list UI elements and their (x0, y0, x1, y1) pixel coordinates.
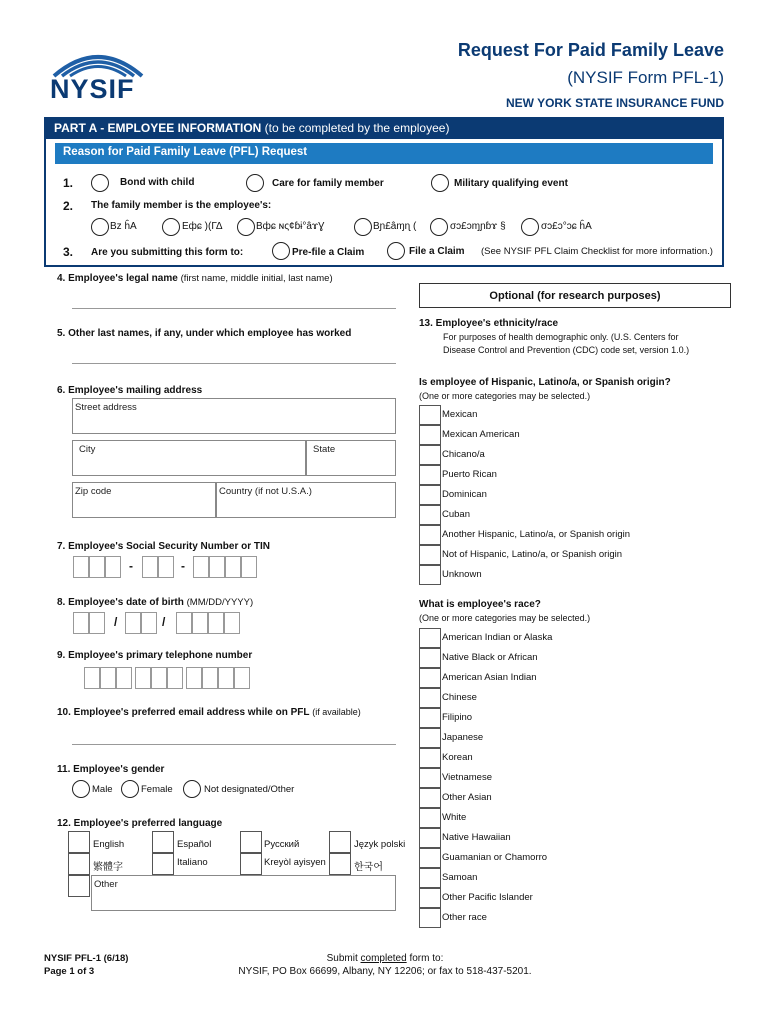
dob-digit[interactable] (208, 612, 224, 634)
race-option-label: Other race (442, 912, 487, 923)
race-option-label: Guamanian or Chamorro (442, 852, 548, 863)
gender-male-label: Male (92, 784, 113, 795)
race-option-checkbox[interactable] (419, 788, 441, 808)
race-option-checkbox[interactable] (419, 748, 441, 768)
dob-digit[interactable] (176, 612, 192, 634)
zip-code-field[interactable] (72, 482, 216, 518)
phone-digit[interactable] (84, 667, 100, 689)
q3-number: 3. (63, 245, 74, 259)
race-option-label: American Indian or Alaska (442, 632, 553, 643)
hispanic-option-checkbox[interactable] (419, 545, 441, 565)
hispanic-question: Is employee of Hispanic, Latino/a, or Spanish origin? (419, 377, 671, 388)
hispanic-option-label: Not of Hispanic, Latino/a, or Spanish origin (442, 549, 623, 560)
footer-submit-line (0, 953, 770, 964)
ssn-dash: - (129, 559, 133, 573)
q2-option-6: σɔ£ɔ°ɔɕ ĥA (541, 221, 592, 232)
q10-label (57, 707, 361, 718)
lang-other-label: Other (94, 879, 118, 890)
zip-code-label: Zip code (75, 486, 112, 497)
race-option-checkbox[interactable] (419, 888, 441, 908)
dob-slash: / (114, 615, 118, 629)
footer-address: NYSIF, PO Box 66699, Albany, NY 12206; or fax to 518-437-5201. (238, 966, 532, 977)
q3-label: Are you submitting this form to: (91, 247, 244, 258)
checkbox-lang-italian[interactable] (152, 853, 174, 875)
hispanic-option-label: Unknown (442, 569, 482, 580)
dob-digit[interactable] (125, 612, 141, 634)
checkbox-lang-polish[interactable] (329, 831, 351, 853)
radio-gender-female[interactable] (121, 780, 139, 798)
submit-text-completed: completed (360, 953, 407, 964)
radio-military-event[interactable] (431, 174, 449, 192)
radio-family-member-5[interactable] (430, 218, 448, 236)
phone-digit[interactable] (151, 667, 167, 689)
dob-slash: / (162, 615, 166, 629)
hispanic-option-checkbox[interactable] (419, 505, 441, 525)
q2-number: 2. (63, 199, 74, 213)
race-option-checkbox[interactable] (419, 848, 441, 868)
q6-label: 6. Employee's mailing address (57, 385, 203, 396)
race-option-checkbox[interactable] (419, 708, 441, 728)
ssn-digit[interactable] (225, 556, 241, 578)
q8-label-note: (MM/DD/YYYY) (186, 597, 254, 608)
race-option-label: Chinese (442, 692, 477, 703)
phone-digit[interactable] (135, 667, 151, 689)
race-option-label: Native Hawaiian (442, 832, 511, 843)
phone-digit[interactable] (234, 667, 250, 689)
checkbox-lang-russian[interactable] (240, 831, 262, 853)
race-option-checkbox[interactable] (419, 648, 441, 668)
q1-option-bond: Bond with child (120, 177, 195, 188)
logo-arcs-icon (48, 44, 148, 78)
optional-label: Optional (for research purposes) (489, 290, 661, 302)
state-label: State (313, 444, 336, 455)
optional-box (419, 283, 731, 308)
part-a-title: PART A - EMPLOYEE INFORMATION (54, 121, 262, 135)
country-field[interactable] (216, 482, 396, 518)
ssn-dash: - (181, 559, 185, 573)
q8-label-bold: 8. Employee's date of birth (57, 597, 184, 608)
legal-name-input[interactable] (72, 308, 396, 309)
lang-italian-label: Italiano (177, 857, 208, 868)
q11-label: 11. Employee's gender (57, 764, 165, 775)
city-label: City (79, 444, 96, 455)
lang-russian-label: Русский (264, 839, 300, 850)
radio-family-member-3[interactable] (237, 218, 255, 236)
hispanic-note: (One or more categories may be selected.) (419, 391, 591, 401)
state-field[interactable] (306, 440, 396, 476)
form-number: (NYSIF Form PFL-1) (567, 68, 724, 87)
ssn-digit[interactable] (241, 556, 257, 578)
q4-label (57, 273, 333, 284)
hispanic-option-label: Mexican American (442, 429, 520, 440)
race-option-label: White (442, 812, 467, 823)
ssn-digit[interactable] (105, 556, 121, 578)
hispanic-option-checkbox[interactable] (419, 405, 441, 425)
race-option-label: Vietnamese (442, 772, 492, 783)
radio-bond-with-child[interactable] (91, 174, 109, 192)
race-option-checkbox[interactable] (419, 628, 441, 648)
country-label: Country (if not U.S.A.) (219, 486, 312, 497)
email-input[interactable] (72, 744, 396, 745)
race-option-label: Other Asian (442, 792, 492, 803)
nysif-logo (48, 44, 148, 104)
phone-digit[interactable] (167, 667, 183, 689)
race-note: (One or more categories may be selected.) (419, 613, 591, 623)
ssn-digit[interactable] (209, 556, 225, 578)
radio-gender-male[interactable] (72, 780, 90, 798)
ssn-digit[interactable] (193, 556, 209, 578)
radio-gender-other[interactable] (183, 780, 201, 798)
hispanic-option-checkbox[interactable] (419, 485, 441, 505)
race-option-label: Korean (442, 752, 473, 763)
checkbox-lang-chinese[interactable] (68, 853, 90, 875)
q2-option-1: Bz ĥA (110, 221, 137, 232)
reason-header (55, 143, 713, 164)
q2-option-4: Bɲ£âɱɳ ( (373, 221, 417, 232)
q13-note-line1: For purposes of health demographic only. (U.S. Centers for (443, 332, 679, 342)
q5-label: 5. Other last names, if any, under which employee has worked (57, 328, 352, 339)
race-option-label: Native Black or African (442, 652, 538, 663)
part-a-subtitle: (to be completed by the employee) (264, 121, 450, 135)
street-address-label: Street address (75, 402, 137, 413)
phone-digit[interactable] (116, 667, 132, 689)
ssn-digit[interactable] (89, 556, 105, 578)
race-question: What is employee's race? (419, 599, 541, 610)
footer-page-number: Page 1 of 3 (44, 966, 95, 977)
race-option-label: Samoan (442, 872, 478, 883)
checkbox-lang-other[interactable] (68, 875, 90, 897)
q12-label: 12. Employee's preferred language (57, 818, 223, 829)
race-option-checkbox[interactable] (419, 828, 441, 848)
logo-text: NYSIF (50, 74, 135, 104)
q1-option-care: Care for family member (272, 178, 384, 189)
q9-label: 9. Employee's primary telephone number (57, 650, 253, 661)
hispanic-option-checkbox[interactable] (419, 425, 441, 445)
radio-pre-file-claim[interactable] (272, 242, 290, 260)
q7-label: 7. Employee's Social Security Number or TIN (57, 541, 271, 552)
race-option-label: Japanese (442, 732, 484, 743)
q10-label-bold: 10. Employee's preferred email address while on PFL (57, 707, 310, 718)
hispanic-option-label: Another Hispanic, Latino/a, or Spanish origin (442, 529, 631, 540)
q13-note-line2: Disease Control and Prevention (CDC) code set, version 1.0.) (443, 345, 690, 355)
ssn-digit[interactable] (73, 556, 89, 578)
lang-english-label: English (93, 839, 125, 850)
lang-creole-label: Kreyòl ayisyen (264, 857, 326, 868)
ssn-digit[interactable] (158, 556, 174, 578)
dob-digit[interactable] (73, 612, 89, 634)
hispanic-option-label: Dominican (442, 489, 487, 500)
ssn-digit[interactable] (142, 556, 158, 578)
q2-option-2: Eфɕ )(ΓΔ (182, 221, 223, 232)
phone-digit[interactable] (100, 667, 116, 689)
q13-label: 13. Employee's ethnicity/race (419, 318, 559, 329)
radio-file-claim[interactable] (387, 242, 405, 260)
race-option-label: American Asian Indian (442, 672, 537, 683)
reason-header-label: Reason for Paid Family Leave (PFL) Request (63, 146, 308, 158)
race-option-checkbox[interactable] (419, 908, 441, 928)
footer-form-id: NYSIF PFL-1 (6/18) (44, 953, 129, 964)
hispanic-option-checkbox[interactable] (419, 525, 441, 545)
submit-text-post: form to: (406, 953, 444, 964)
hispanic-option-checkbox[interactable] (419, 565, 441, 585)
lang-korean-label: 한국어 (354, 862, 383, 873)
checkbox-lang-english[interactable] (68, 831, 90, 853)
q4-label-bold: 4. Employee's legal name (57, 273, 178, 284)
q3-note: (See NYSIF PFL Claim Checklist for more information.) (481, 246, 713, 257)
race-option-checkbox[interactable] (419, 868, 441, 888)
agency-name: NEW YORK STATE INSURANCE FUND (505, 96, 724, 110)
checkbox-lang-korean[interactable] (329, 853, 351, 875)
gender-female-label: Female (141, 784, 173, 795)
hispanic-option-label: Chicano/a (442, 449, 485, 460)
hispanic-option-label: Mexican (442, 409, 478, 420)
phone-digit[interactable] (202, 667, 218, 689)
hispanic-option-checkbox[interactable] (419, 445, 441, 465)
radio-family-member-2[interactable] (162, 218, 180, 236)
phone-digit[interactable] (218, 667, 234, 689)
city-field[interactable] (72, 440, 306, 476)
submit-text-pre: Submit (326, 953, 361, 964)
race-option-checkbox[interactable] (419, 668, 441, 688)
race-option-label: Other Pacific Islander (442, 892, 533, 903)
hispanic-option-checkbox[interactable] (419, 465, 441, 485)
race-option-checkbox[interactable] (419, 688, 441, 708)
dob-digit[interactable] (224, 612, 240, 634)
lang-other-field[interactable] (91, 875, 396, 911)
dob-digit[interactable] (192, 612, 208, 634)
hispanic-option-label: Cuban (442, 509, 470, 520)
q10-label-note: (if available) (312, 707, 361, 717)
radio-family-member-6[interactable] (521, 218, 539, 236)
phone-digit[interactable] (186, 667, 202, 689)
checkbox-lang-spanish[interactable] (152, 831, 174, 853)
part-a-header (44, 117, 724, 139)
hispanic-option-label: Puerto Rican (442, 469, 497, 480)
radio-care-family-member[interactable] (246, 174, 264, 192)
q1-number: 1. (63, 176, 74, 190)
radio-family-member-4[interactable] (354, 218, 372, 236)
race-option-checkbox[interactable] (419, 768, 441, 788)
race-option-checkbox[interactable] (419, 728, 441, 748)
lang-polish-label: Język polski (354, 839, 406, 850)
street-address-field[interactable] (72, 398, 396, 434)
q8-label (57, 597, 253, 608)
q3-option-file: File a Claim (409, 246, 465, 257)
q2-option-5: σɔ£ɔɱɲɓɤ § (450, 221, 506, 232)
dob-digit[interactable] (141, 612, 157, 634)
radio-family-member-1[interactable] (91, 218, 109, 236)
checkbox-lang-creole[interactable] (240, 853, 262, 875)
q1-option-military: Military qualifying event (454, 178, 568, 189)
other-last-names-input[interactable] (72, 363, 396, 364)
lang-chinese-label: 繁體字 (93, 862, 123, 873)
q2-label: The family member is the employee's: (91, 200, 272, 211)
q3-option-prefile: Pre-file a Claim (292, 247, 365, 258)
race-option-checkbox[interactable] (419, 808, 441, 828)
q4-label-note: (first name, middle initial, last name) (180, 273, 333, 284)
race-option-label: Filipino (442, 712, 473, 723)
page-title: Request For Paid Family Leave (457, 40, 724, 60)
q2-option-3: Bфɕ ɴς¢ɓɨ°âɤƔ (256, 221, 325, 232)
lang-spanish-label: Español (177, 839, 212, 850)
dob-digit[interactable] (89, 612, 105, 634)
gender-other-label: Not designated/Other (204, 784, 295, 795)
